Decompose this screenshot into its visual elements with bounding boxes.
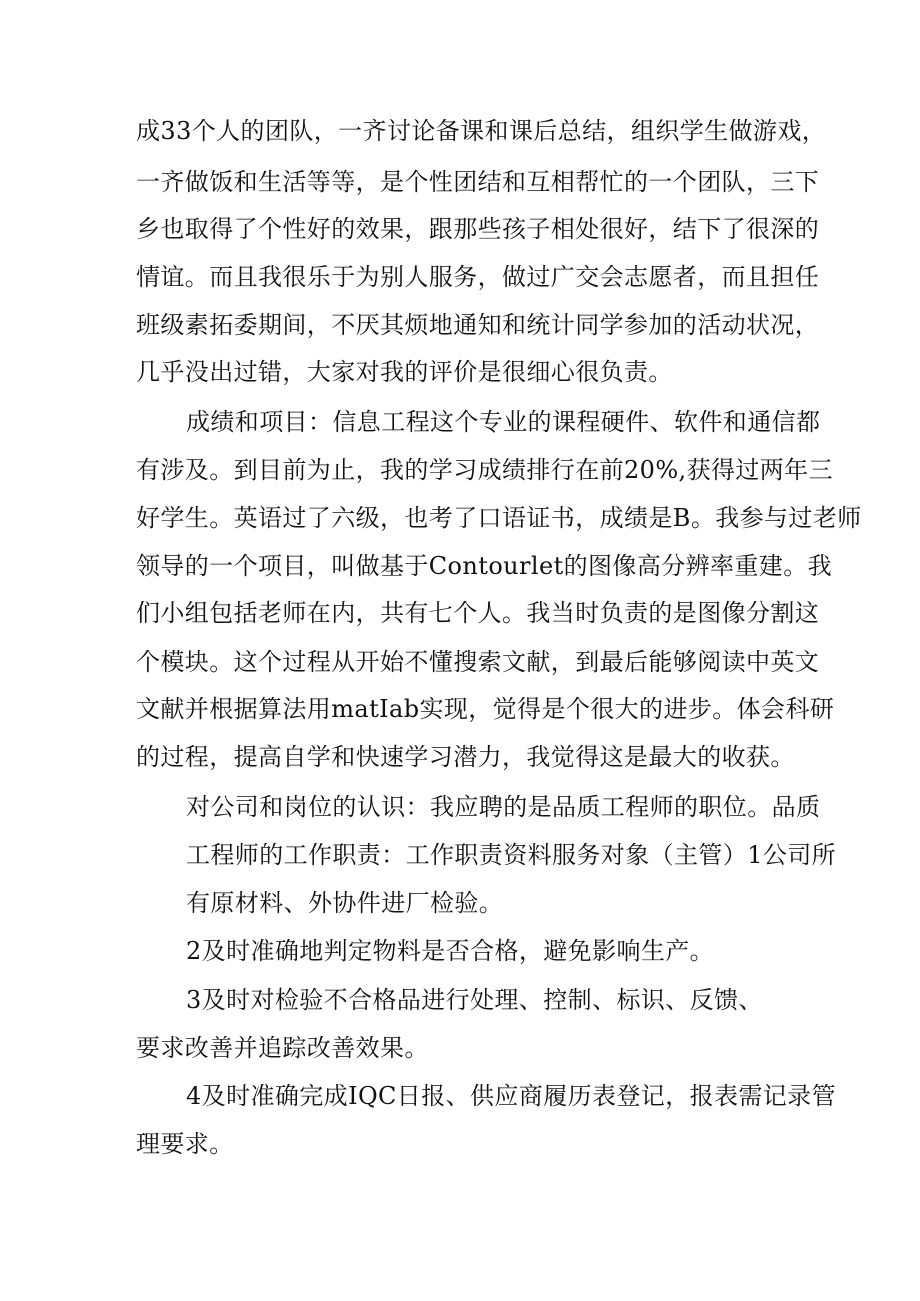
text-line-15: 对公司和岗位的认识：我应聘的是品质工程师的职位。品质 [186, 793, 821, 821]
text-line-2: 一齐做饭和生活等等，是个性团结和互相帮忙的一个团队，三下 [136, 168, 820, 196]
text-line-17: 有原材料、外协件进厂检验。 [186, 889, 504, 917]
text-line-10: 领导的一个项目，叫做基于Contourlet的图像高分辨率重建。我 [136, 552, 833, 580]
text-line-6: 几乎没出过错，大家对我的评价是很细心很负责。 [136, 358, 673, 386]
text-line-1: 成33个人的团队，一齐讨论备课和课后总结，组织学生做游戏， [136, 117, 827, 145]
text-line-3: 乡也取得了个性好的效果，跟那些孩子相处很好，结下了很深的 [136, 215, 820, 243]
text-line-13: 文献并根据算法用matIab实现，觉得是个很大的进步。体会科研 [136, 695, 835, 723]
text-line-5: 班级素拓委期间，不厌其烦地通知和统计同学参加的活动状况， [136, 311, 820, 339]
text-line-9: 好学生。英语过了六级，也考了口语证书，成绩是B。我参与过老师 [136, 504, 862, 532]
text-line-21: 4及时准确完成IQC日报、供应商履历表登记，报表需记录管 [186, 1082, 836, 1110]
text-line-11: 们小组包括老师在内，共有七个人。我当时负责的是图像分割这 [136, 599, 820, 627]
text-line-16: 工程师的工作职责：工作职责资料服务对象（主管）1公司所 [186, 841, 837, 869]
text-line-14: 的过程，提高自学和快速学习潜力，我觉得这是最大的收获。 [136, 743, 795, 771]
text-line-22: 理要求。 [136, 1130, 234, 1158]
text-line-7: 成绩和项目：信息工程这个专业的课程硬件、软件和通信都 [186, 408, 821, 436]
text-line-4: 情谊。而且我很乐于为别人服务，做过广交会志愿者，而且担任 [136, 263, 820, 291]
text-line-8: 有涉及。到目前为止，我的学习成绩排行在前20%,获得过两年三 [136, 456, 833, 484]
text-line-20: 要求改善并追踪改善效果。 [136, 1034, 429, 1062]
text-line-19: 3及时对检验不合格品进行处理、控制、标识、反馈、 [186, 986, 763, 1014]
text-line-12: 个模块。这个过程从开始不懂搜索文献，到最后能够阅读中英文 [136, 648, 820, 676]
text-line-18: 2及时准确地判定物料是否合格，避免影响生产。 [186, 937, 715, 965]
